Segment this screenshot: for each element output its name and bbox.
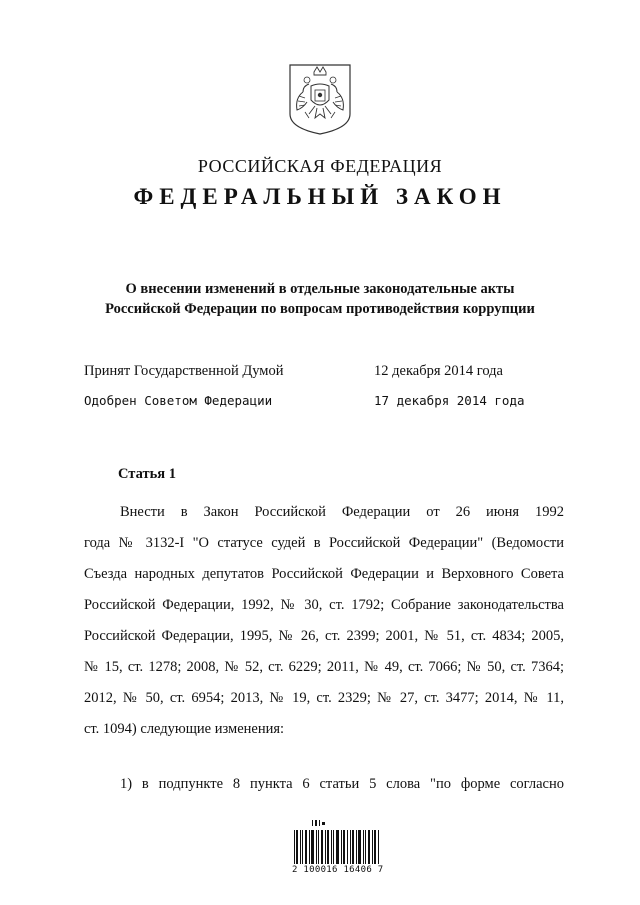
article-1-heading: Статья 1 [118,466,176,482]
law-subject-title [0,279,640,319]
barcode-number: 2 100016 16406 7 [292,865,384,875]
body-line: Российской Федерации, 1992, № 30, ст. 1792; Собрание законодательства [84,597,564,613]
coat-of-arms-emblem [287,62,353,136]
document-barcode [292,818,382,866]
body-line: № 15, ст. 1278; 2008, № 52, ст. 6229; 2011, № 49, ст. 7066; № 50, ст. 7364; [84,659,564,675]
subject-line-1: О внесении изменений в отдельные законодательные акты [125,281,515,297]
body-line: Внести в Закон Российской Федерации от 26 июня 1992 [120,504,564,520]
body-line: 2012, № 50, ст. 6954; 2013, № 19, ст. 2329; № 27, ст. 3477; 2014, № 11, [84,690,564,706]
duma-adoption-date: 12 декабря 2014 года [374,363,503,379]
body-line: Российской Федерации, 1995, № 26, ст. 2399; 2001, № 51, ст. 4834; 2005, [84,628,564,644]
body-line: года № 3132-I "О статусе судей в Российской Федерации" (Ведомости [84,535,564,551]
body-line: Съезда народных депутатов Российской Федерации и Верховного Совета [84,566,564,582]
council-approval-label: Одобрен Советом Федерации [84,393,273,408]
subject-line-2: Российской Федерации по вопросам противодействия коррупции [105,301,535,317]
duma-adoption-label: Принят Государственной Думой [84,363,284,379]
law-type-heading: ФЕДЕРАЛЬНЫЙ ЗАКОН [133,184,507,209]
body-line: ст. 1094) следующие изменения: [84,721,285,737]
country-heading: РОССИЙСКАЯ ФЕДЕРАЦИЯ [197,156,443,176]
council-approval-date: 17 декабря 2014 года [374,393,525,408]
article-1-item-1: 1) в подпункте 8 пункта 6 статьи 5 слова "по форме согласно [120,776,564,792]
article-1-body [84,497,564,745]
